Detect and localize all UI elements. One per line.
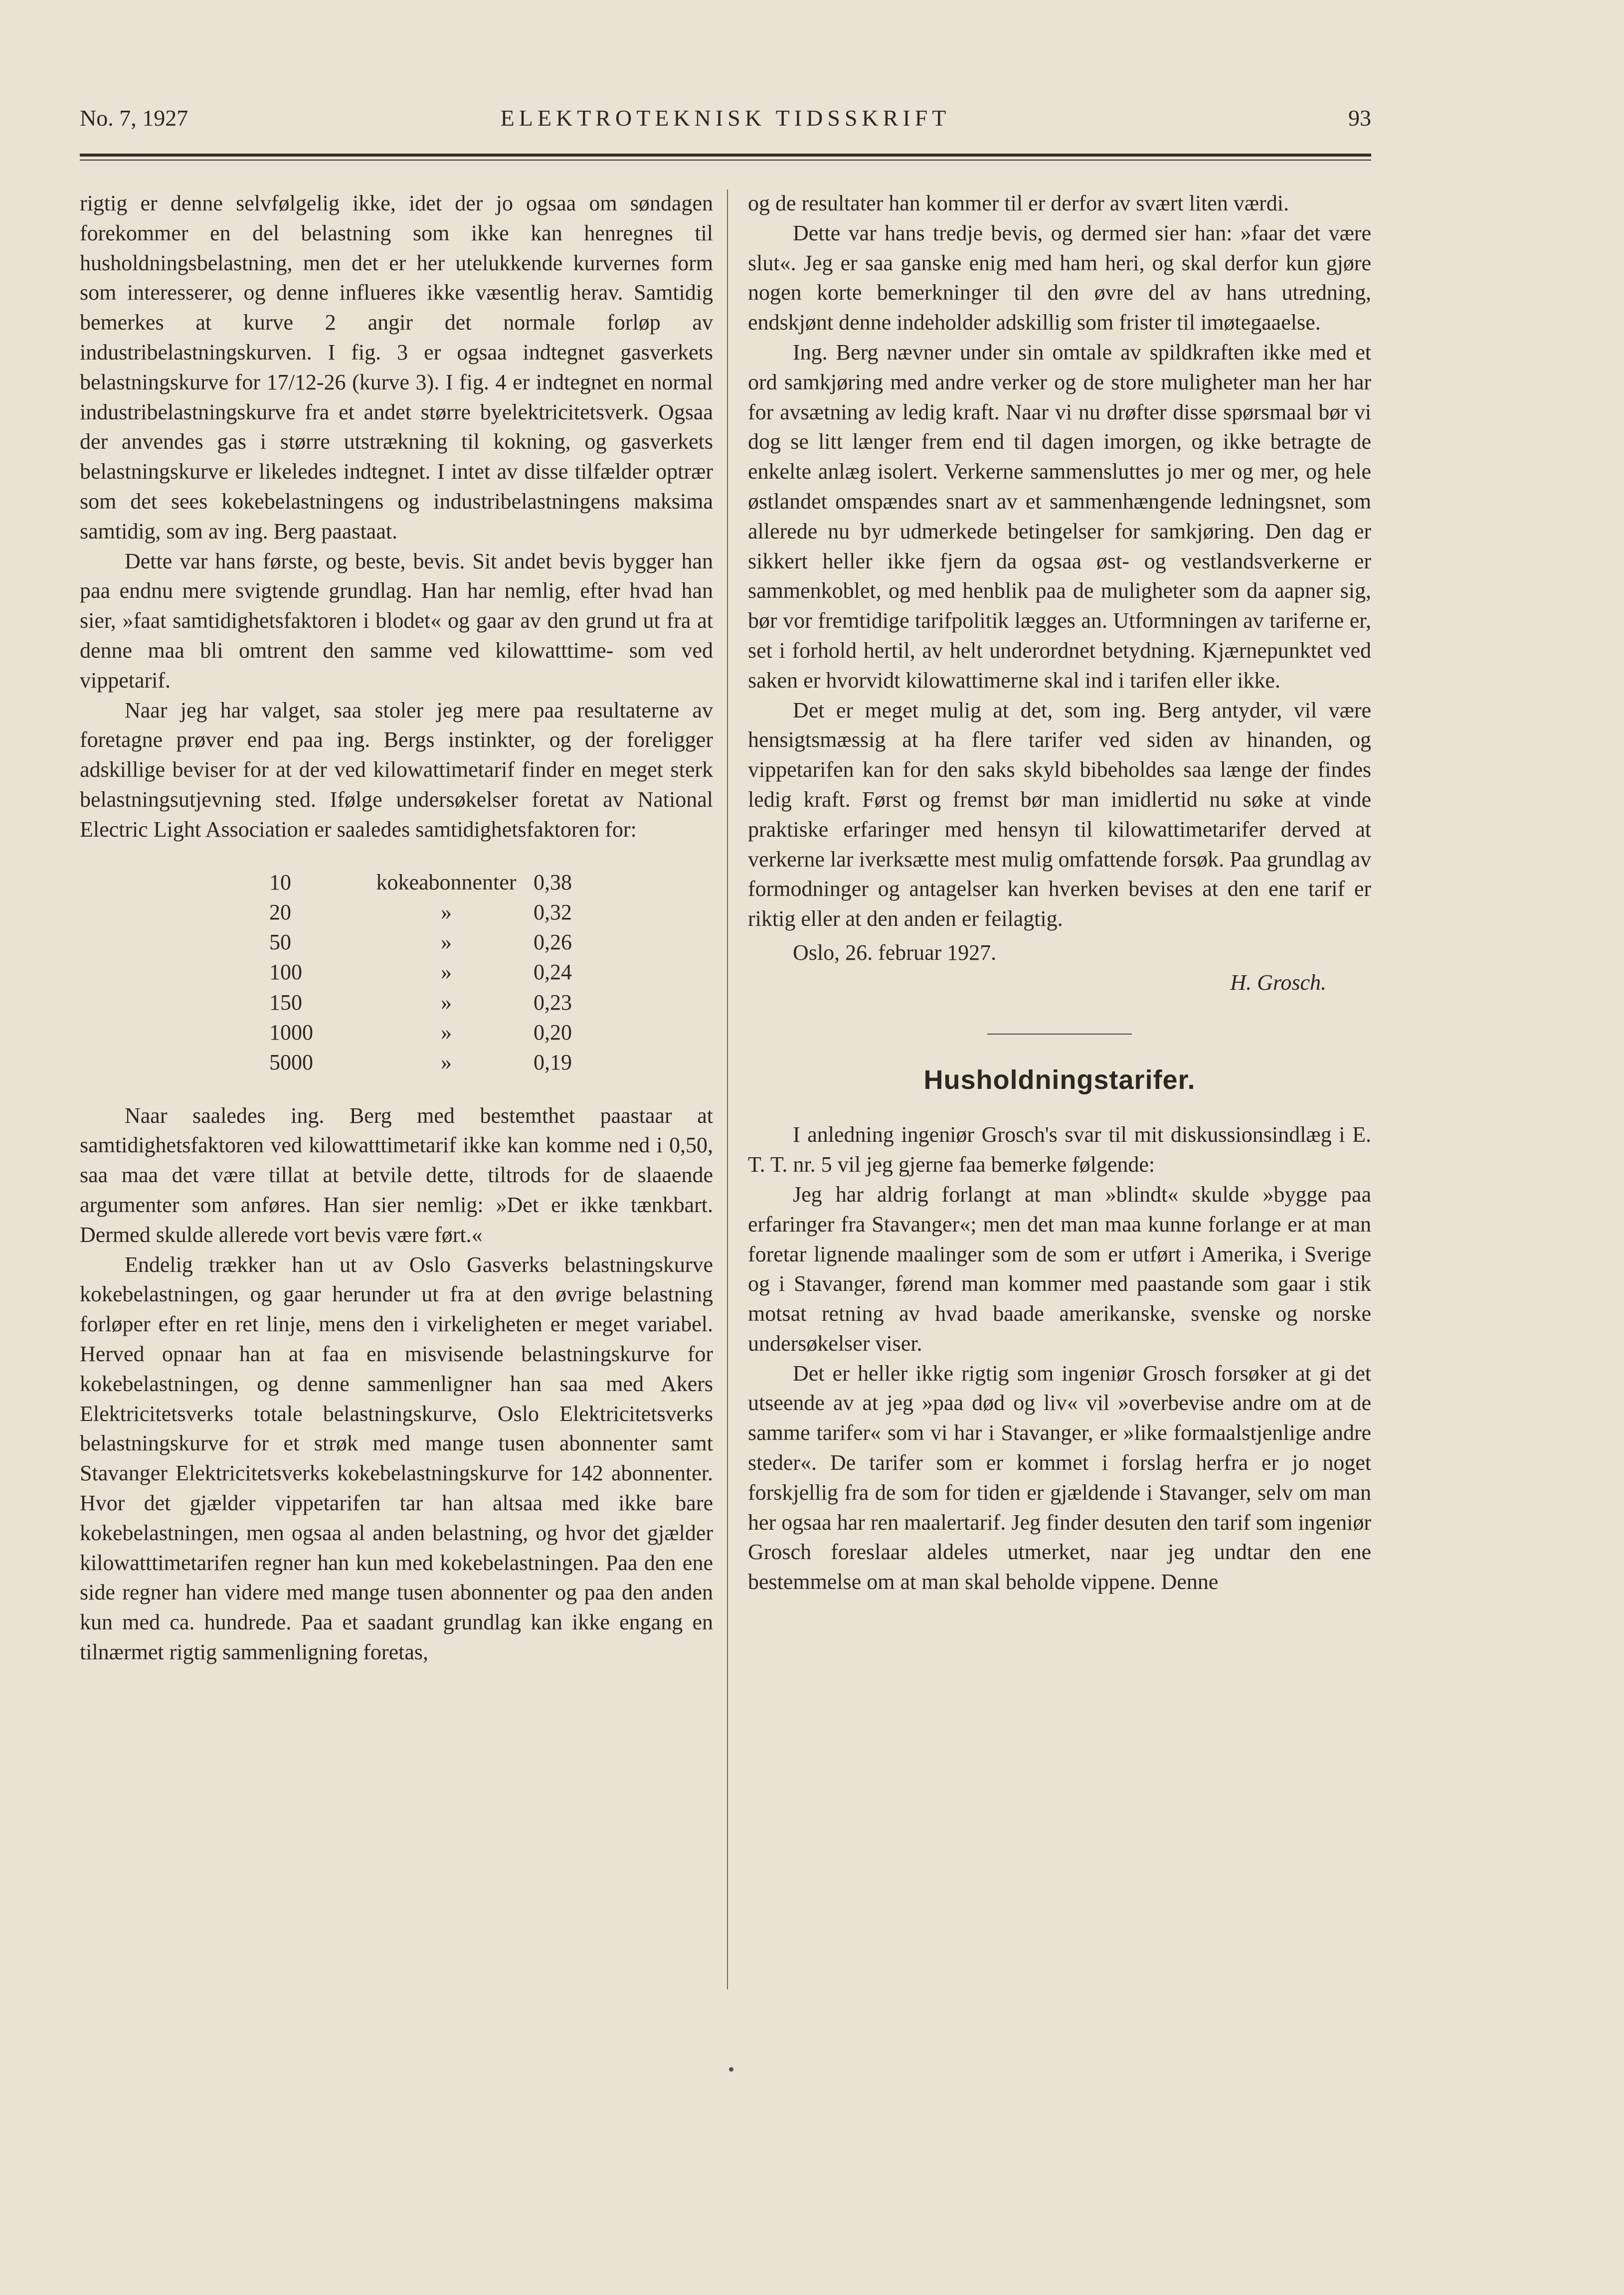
author-signature: H. Grosch.: [1230, 970, 1326, 995]
subscriber-count: 50: [269, 930, 291, 955]
dateline: Oslo, 26. februar 1927.: [793, 940, 997, 965]
paragraph: Naar saaledes ing. Berg med bestemthet paastaar at samtidighetsfaktoren ved kilowatttimetarif ikke kan komme ned i 0,50, saa maa det være tillat at betvile dette, tiltrods for de slaaende argumenter som anføres. Han sier nemlig: »Det er ikke tænkbart. Dermed skulde allerede vort bevis være ført.«: [80, 1103, 713, 1247]
subscriber-count: 100: [269, 960, 302, 985]
table-row: [269, 927, 628, 957]
factor-value: 0,38: [534, 870, 572, 894]
subscriber-count: 150: [269, 990, 302, 1015]
paragraph: Dette var hans første, og beste, bevis. Sit andet bevis bygger han paa endnu mere svigtende grundlag. Han har nemlig, efter hvad han sier, »faat samtidighetsfaktoren i blodet« og gaar av den grund ut fra at denne maa bli omtrent den samme ved kilowatttime- som ved vippetarif.: [80, 548, 713, 693]
paragraph: Jeg har aldrig forlangt at man »blindt« skulde »bygge paa erfaringer fra Stavanger«; men det man maa kunne forlange er at man foretar lignende maalinger som de som er utført i Amerika, i Sverige og i Stavanger, førend man kommer med paastande som gaar i stik motsat retning av hvad baade amerikanske, svenske og norske undersøkelser viser.: [748, 1182, 1371, 1356]
print-speck: [729, 2067, 733, 2072]
paragraph: og de resultater han kommer til er derfor av svært liten værdi.: [748, 191, 1289, 215]
factor-value: 0,23: [534, 990, 572, 1015]
subscriber-unit: kokeabonnenter: [376, 870, 517, 894]
paragraph: Endelig trækker han ut av Oslo Gasverks belastningskurve kokebelastningen, og gaar herunder ut fra at den øvrige belastning forløper efter en ret linje, mens den i virkeligheten er meget variabel. Herved opnaar han at faa en misvisende belastningskurve for kokebelastningen, og denne sammenligner han saa med Akers Elektricitetsverks totale belastningskurve, Oslo Elektricitetsverks belastningskurve for et strøk med mange tusen abonnenter samt Stavanger Elektricitetsverks kokebelastningskurve for 142 abonnenter. Hvor det gjælder vippetarifen tar han altsaa med ikke bare kokebelastningen, men ogsaa al anden belastning, og hvor det gjælder kilowatttimetarifen regner han kun med kokebelastningen. Paa den ene side regner han videre med mange tusen abonnenter og paa den anden kun med ca. hundrede. Paa et saadant grundlag kan ikke engang en tilnærmet rigtig sammenligning foretas,: [80, 1252, 713, 1664]
section-title: Husholdningstarifer.: [923, 1064, 1196, 1095]
paragraph: Det er meget mulig at det, som ing. Berg antyder, vil være hensigtsmæssig at ha flere tarifer ved siden av hinanden, og vippetarifen kan for den saks skyld bibeholdes saa længe der findes ledig kraft. Først og fremst bør man imidlertid nu søke at vinde praktiske erfaringer med hensyn til kilowattimetarifer derved at verkerne lar iverksætte mest mulig omfattende forsøk. Paa grundlag av formodninger og antagelser kan hverken bevises at den ene tarif er riktig eller at den anden er feilagtig.: [748, 698, 1371, 931]
table-row: [269, 868, 628, 897]
left-column: [80, 188, 713, 1667]
right-column: [748, 188, 1371, 1597]
factor-value: 0,20: [534, 1020, 572, 1045]
subscriber-count: 1000: [269, 1020, 313, 1045]
factor-value: 0,19: [534, 1050, 572, 1075]
header-rule-light: [80, 160, 1371, 161]
subscriber-unit: »: [441, 990, 452, 1015]
subscriber-unit: »: [441, 1050, 452, 1075]
page-number: 93: [1348, 105, 1371, 131]
paragraph: I anledning ingeniør Grosch's svar til mit diskussionsindlæg i E. T. T. nr. 5 vil jeg gjerne faa bemerke følgende:: [748, 1122, 1371, 1177]
subscriber-count: 10: [269, 870, 291, 894]
paragraph: Det er heller ikke rigtig som ingeniør Grosch forsøker at gi det utseende av at jeg »paa død og liv« vil »overbevise andre om at de samme tarifer« som vi har i Stavanger, er »like formaalstjenlige andre steder«. De tarifer som er kommet i forslag herfra er jo noget forskjellig fra de som for tiden er gjældende i Stavanger, selv om man her ogsaa har ren maalertarif. Jeg finder desuten den tarif som ingeniør Grosch foreslaar aldeles utmerket, naar jeg undtar den ene bestemmelse om at man skal beholde vippene. Denne: [748, 1361, 1371, 1594]
paragraph: Naar jeg har valget, saa stoler jeg mere paa resultaterne av foretagne prøver end paa ing. Bergs instinkter, og der foreligger adskillige beviser for at der ved kilowattimetarif finder en meget sterk belastningsutjevning sted. Ifølge undersøkelser foretat av National Electric Light Association er saaledes samtidighetsfaktoren for:: [80, 698, 713, 842]
paragraph: Ing. Berg nævner under sin omtale av spildkraften ikke med et ord samkjøring med andre verker og de store muligheter man her har for avsætning av ledig kraft. Naar vi nu drøfter disse spørsmaal bør vi dog se litt længer frem end til dagen imorgen, og ikke betragte de enkelte anlæg isolert. Verkerne sammensluttes jo mer og mer, og hele østlandet omspændes snart av et sammenhængende ledningsnet, som allerede nu byr udmerkede betingelser for samkjøring. Den dag er sikkert heller ikke fjern da ogsaa øst- og vestlandsverkerne er sammenkoblet, og med henblik paa de muligheter som da aapner sig, bør vor fremtidige tarifpolitik lægges an. Utformningen av tariferne er, set i forhold hertil, av helt underordnet betydning. Kjærnepunktet ved saken er hvorvidt kilowattimerne skal ind i tarifen eller ikke.: [748, 340, 1371, 693]
issue-number: No. 7, 1927: [80, 105, 188, 131]
paragraph: rigtig er denne selvfølgelig ikke, idet der jo ogsaa om søndagen forekommer en del belastning som ikke kan henregnes til husholdningsbelastning, men det er her utelukkende kurvernes form som interesserer, og denne influeres ikke væsentlig herav. Samtidig bemerkes at kurve 2 angir det normale forløp av industribelastningskurven. I fig. 3 er ogsaa indtegnet gasverkets belastningskurve for 17/12-26 (kurve 3). I fig. 4 er indtegnet en normal industribelastningskurve fra et andet større byelektricitetsverk. Ogsaa der anvendes gas i større utstrækning til kokning, og gasverkets belastningskurve er likeledes indtegnet. I intet av disse tilfælder optrær som det sees kokebelastningens og industribelastningens maksima samtidig, som av ing. Berg paastaat.: [80, 191, 713, 543]
running-head: [80, 105, 1371, 140]
factor-value: 0,32: [534, 899, 572, 924]
subscriber-unit: »: [441, 1020, 452, 1045]
subscriber-unit: »: [441, 960, 452, 985]
subscriber-count: 5000: [269, 1050, 313, 1075]
table-row: [269, 1048, 628, 1077]
header-rule-heavy: [80, 154, 1371, 157]
paragraph: Dette var hans tredje bevis, og dermed sier han: »faar det være slut«. Jeg er saa ganske enig med ham heri, og skal derfor kun gjøre nogen korte bemerkninger til den øvre del av hans utredning, endskjønt denne indeholder adskillig som frister til imøtegaaelse.: [748, 220, 1371, 335]
factor-value: 0,24: [534, 960, 572, 985]
simultaneity-factor-table: [269, 868, 628, 1078]
table-row: [269, 988, 628, 1018]
table-row: [269, 957, 628, 987]
column-divider: [727, 189, 728, 1989]
subscriber-count: 20: [269, 899, 291, 924]
subscriber-unit: »: [441, 899, 452, 924]
subscriber-unit: »: [441, 930, 452, 955]
table-row: [269, 897, 628, 927]
table-row: [269, 1018, 628, 1048]
section-separator: [987, 1034, 1132, 1035]
factor-value: 0,26: [534, 930, 572, 955]
journal-title: ELEKTROTEKNISK TIDSSKRIFT: [500, 105, 951, 131]
